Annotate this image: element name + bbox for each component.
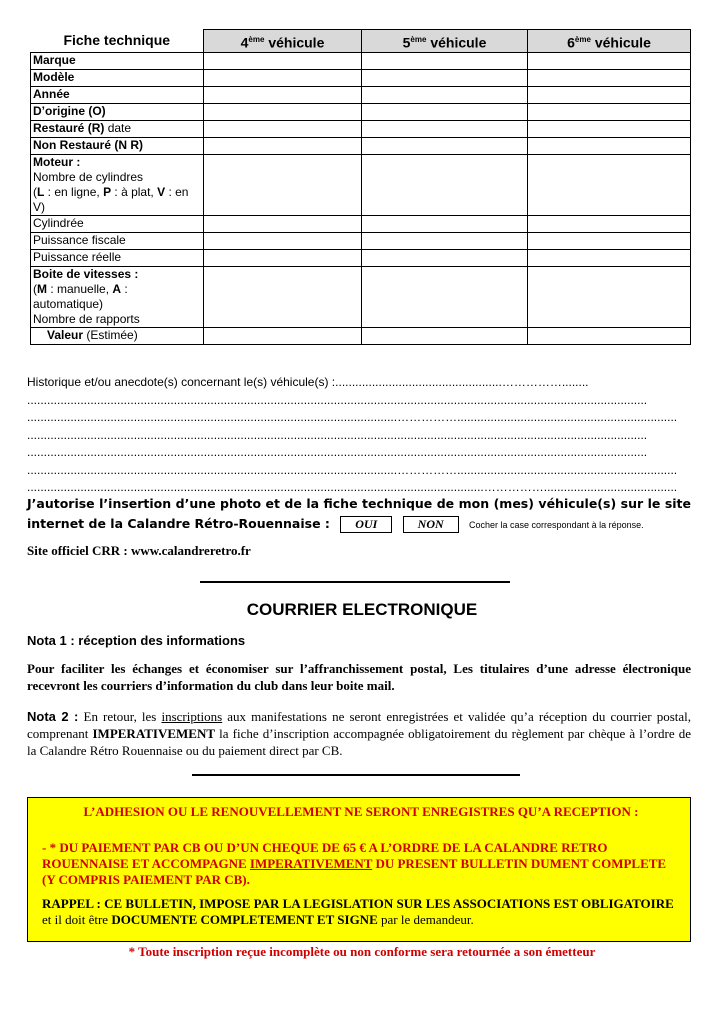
technical-sheet-table [30,29,691,345]
paragraph-nota2: Nota 2 : En retour, les inscriptions aux manifestations ne seront enregistrées et validée qu’a réception du courrier postal, comprenant IMPERATIVEMENT la fiche d’inscription accompagnée obligatoirement du règlement par chèque à l’ordre de la Calandre Rétro Rouennaise ou du paiement direct par CB. [27,709,691,758]
cell-input[interactable] [362,233,528,250]
cell-input[interactable] [528,216,691,233]
oui-checkbox[interactable]: OUI [340,516,392,533]
historique-line: Historique et/ou anecdote(s) concernant le(s) véhicule(s) :..................................................……………........ [27,375,589,389]
cell-input[interactable] [204,138,362,155]
header-vehicle-5: 5ème véhicule [362,30,528,53]
cell-input[interactable] [204,53,362,70]
row-label-boite: Boite de vitesses : (M : manuelle, A : automatique) Nombre de rapports [31,267,204,328]
row-label-non-restaure: Non Restauré (N R) [31,138,204,155]
cell-input[interactable] [362,70,528,87]
cell-input[interactable] [362,53,528,70]
historique-line: .......................................................................................................................................................................................... [27,392,648,407]
paragraph-email: Pour faciliter les échanges et économiser sur l’affranchissement postal, Les titulaires d’une adresse électronique recevront les courriers d’information du club dans leur boite mail. [27,661,691,693]
site-officiel: Site officiel CRR : www.calandreretro.fr [27,543,251,558]
historique-line: .......................................................................................................................................................................................... [27,445,648,459]
footer-warning: * Toute inscription reçue incomplète ou non conforme sera retournée a son émetteur [128,944,596,959]
cell-input[interactable] [362,328,528,345]
cell-input[interactable] [362,250,528,267]
cell-input[interactable] [362,216,528,233]
cell-input[interactable] [528,70,691,87]
cell-input[interactable] [204,121,362,138]
row-label-annee: Année [31,87,204,104]
section-title: COURRIER ELECTRONIQUE [246,600,478,619]
historique-line: .........................................................................................................................................……………........................................ [27,480,678,494]
nota1-heading: Nota 1 : réception des informations [27,633,246,648]
header-vehicle-6: 6ème véhicule [528,30,691,53]
row-label-cylindree: Cylindrée [31,216,204,233]
cell-input[interactable] [204,104,362,121]
row-label-marque: Marque [31,53,204,70]
cell-input[interactable] [528,87,691,104]
cell-input[interactable] [528,104,691,121]
cell-input[interactable] [362,104,528,121]
historique-line: ...............................................................................................................…………….................................................................. [27,410,678,424]
cell-input[interactable] [204,87,362,104]
row-label-puissance-reelle: Puissance réelle [31,250,204,267]
cell-input[interactable] [528,53,691,70]
cell-input[interactable] [362,267,528,328]
row-label-restaure: Restauré (R) date [31,121,204,138]
cell-input[interactable] [204,155,362,216]
notice-line-1: L’ADHESION OU LE RENOUVELLEMENT NE SERONT ENREGISTRES QU’A RECEPTION : [83,804,639,819]
cell-input[interactable] [362,121,528,138]
cell-input[interactable] [204,70,362,87]
cell-input[interactable] [528,233,691,250]
cell-input[interactable] [204,216,362,233]
cell-input[interactable] [204,233,362,250]
row-label-modele: Modèle [31,70,204,87]
cell-input[interactable] [204,250,362,267]
historique-section[interactable] [27,374,691,497]
notice-box [27,797,691,942]
cell-input[interactable] [362,138,528,155]
row-label-origine: D’origine (O) [31,104,204,121]
cell-input[interactable] [204,328,362,345]
row-label-moteur: Moteur : Nombre de cylindres (L : en ligne, P : à plat, V : en V) [31,155,204,216]
historique-line: ...............................................................................................................…………….................................................................. [27,462,678,477]
notice-line-2: - * DU PAIEMENT PAR CB OU D’UN CHEQUE DE 65 € A L’ORDRE DE LA CALANDRE RETRO ROUENNAISE ET ACCOMPAGNE IMPERATIVEMENT DU PRESENT BULLETIN DUMENT COMPLETE (Y COMPRIS PAIEMENT PAR CB). [42,840,667,887]
historique-line: .......................................................................................................................................................................................... [27,427,648,442]
checkbox-instruction: Cocher la case correspondant à la réponse. [469,520,644,530]
cell-input[interactable] [204,267,362,328]
cell-input[interactable] [528,250,691,267]
row-label-valeur: Valeur (Estimée) [31,328,204,345]
cell-input[interactable] [528,138,691,155]
divider [200,581,510,583]
notice-rappel: RAPPEL : CE BULLETIN, IMPOSE PAR LA LEGISLATION SUR LES ASSOCIATIONS EST OBLIGATOIRE et il doit être DOCUMENTE COMPLETEMENT ET SIGNE par le demandeur. [42,896,674,927]
row-label-puissance-fiscale: Puissance fiscale [31,233,204,250]
divider [192,774,520,776]
cell-input[interactable] [528,328,691,345]
cell-input[interactable] [362,87,528,104]
cell-input[interactable] [362,155,528,216]
table-header-label: Fiche technique [31,30,204,53]
non-checkbox[interactable]: NON [403,516,459,533]
cell-input[interactable] [528,267,691,328]
header-vehicle-4: 4ème véhicule [204,30,362,53]
cell-input[interactable] [528,121,691,138]
autorisation-text: J’autorise l’insertion d’une photo et de la fiche technique de mon (mes) véhicule(s) sur le site internet de la Calandre Rétro-Rouennaise : OUI NON Cocher la case correspondant à la réponse. [27,496,691,531]
cell-input[interactable] [528,155,691,216]
